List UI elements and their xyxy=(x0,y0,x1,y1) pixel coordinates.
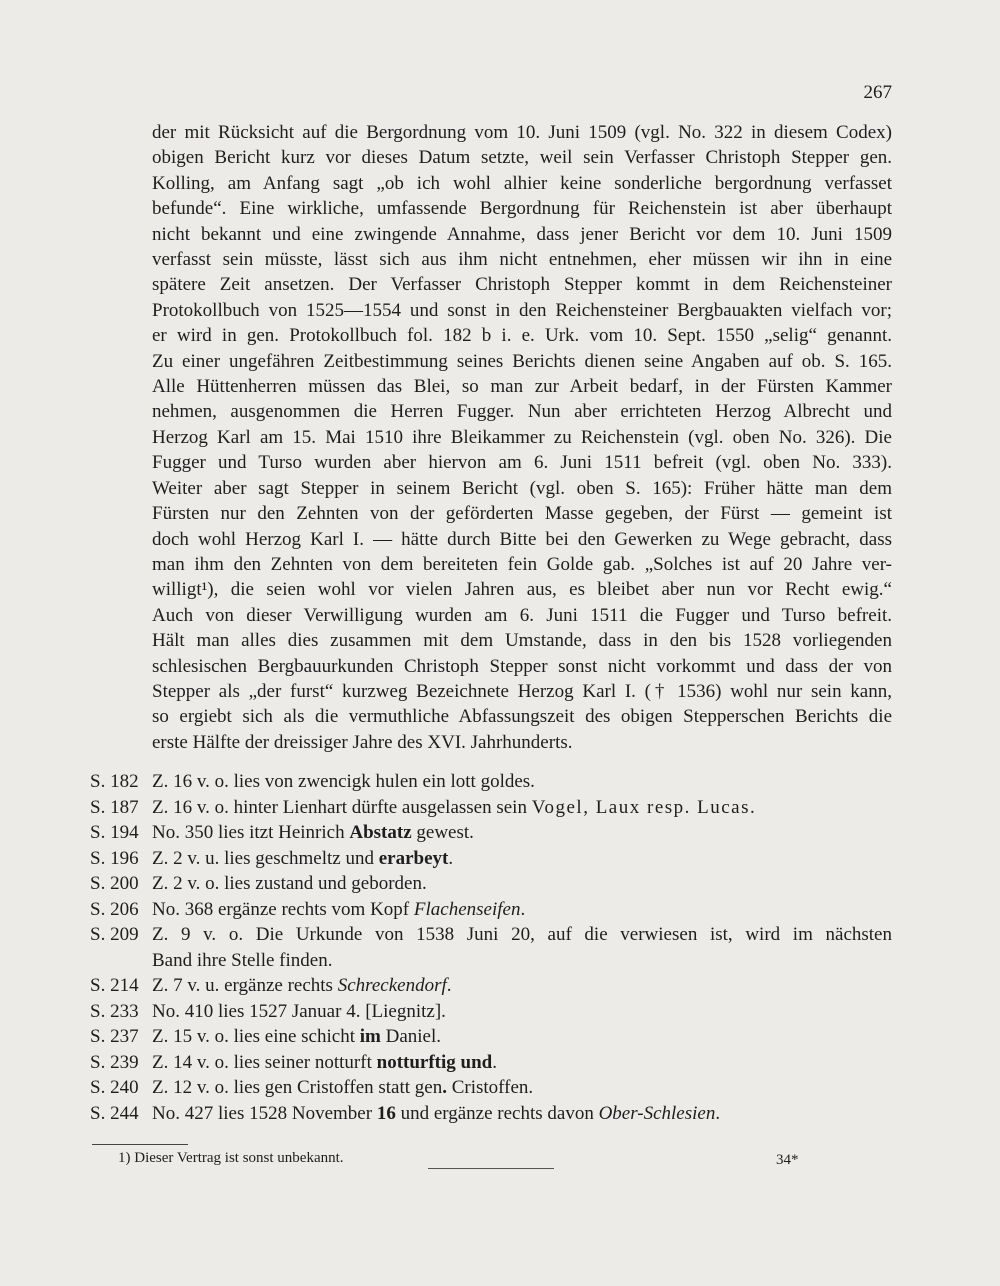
erratum-post: . xyxy=(492,1051,497,1073)
erratum-page-ref: S. 182 xyxy=(90,771,139,792)
erratum-post: . xyxy=(715,1102,721,1124)
erratum-mid: und ergänze rechts davon xyxy=(395,1102,599,1124)
body-line: befunde“. Eine wirkliche, umfassende Bergordnung für Reichenstein ist aber überhaupt xyxy=(152,198,892,220)
erratum-post: gewest. xyxy=(411,822,474,843)
erratum-post: . xyxy=(448,847,454,869)
center-rule xyxy=(428,1168,554,1169)
body-line: Stepper als „der furst“ kurzweg Bezeichnete Herzog Karl I. († 1536) wohl nur sein kann, xyxy=(152,680,892,702)
erratum-pre: No. 350 lies itzt Heinrich xyxy=(152,822,350,843)
erratum-pre: No. 427 lies 1528 November xyxy=(152,1102,377,1124)
erratum-page-ref: S. 194 xyxy=(90,822,139,843)
erratum-entry xyxy=(90,1101,892,1127)
erratum-page-ref: S. 187 xyxy=(90,796,139,818)
body-line: er wird in gen. Protokollbuch fol. 182 b i. e. Urk. vom 10. Sept. 1550 „selig“ genannt. xyxy=(152,325,892,347)
erratum-page-ref: S. 214 xyxy=(90,975,139,996)
erratum-entry xyxy=(90,897,892,923)
erratum-page-ref: S. 233 xyxy=(90,1000,139,1022)
body-line: doch wohl Herzog Karl I. — hätte durch Bitte bei den Gewerken zu Wege gebracht, dass xyxy=(152,528,892,550)
erratum-correction xyxy=(152,999,892,1025)
body-line: der mit Rücksicht auf die Bergordnung vom 10. Juni 1509 (vgl. No. 322 in diesem Codex) xyxy=(152,122,892,143)
erratum-page-ref: S. 206 xyxy=(90,898,139,920)
body-line: Fugger und Turso wurden aber hiervon am 6. Juni 1511 befreit (vgl. oben No. 333). xyxy=(152,452,892,474)
body-line: Alle Hüttenherren müssen das Blei, so man zur Arbeit bedarf, in der Fürsten Kammer xyxy=(152,376,892,398)
body-line: Fürsten nur den Zehnten von der geförderten Masse gegeben, der Fürst — gemeint ist xyxy=(152,503,892,525)
erratum-text: Z. 16 v. o. lies von zwencigk hulen ein lott goldes. xyxy=(152,771,535,792)
body-line: spätere Zeit ansetzen. Der Verfasser Christoph Stepper kommt in dem Reichensteiner xyxy=(152,274,892,296)
erratum-pre: Z. 2 v. u. lies geschmeltz und xyxy=(152,847,379,869)
erratum-italic: Ober-Schlesien xyxy=(598,1102,716,1124)
body-line: so ergiebt sich als die vermuthliche Abfassungszeit des obigen Stepperschen Berichts die xyxy=(152,706,892,728)
erratum-post: Daniel. xyxy=(380,1026,441,1047)
erratum-entry xyxy=(90,1050,892,1076)
erratum-entry xyxy=(90,1024,892,1050)
erratum-page-ref: S. 209 xyxy=(90,924,139,945)
erratum-correction xyxy=(152,820,892,846)
erratum-entry xyxy=(90,871,892,897)
body-line: verfasst sein müsste, lässt sich aus ihm nicht entnehmen, eher müssen wir ihn in eine xyxy=(152,249,892,271)
erratum-page-ref: S. 239 xyxy=(90,1051,139,1073)
footnote-mark: 1) xyxy=(118,1150,131,1166)
body-line: erste Hälfte der dreissiger Jahre des XVI. Jahrhunderts. xyxy=(152,731,573,753)
page-number: 267 xyxy=(863,82,892,103)
erratum-spaced: Vogel, Laux resp. Lucas. xyxy=(531,796,757,818)
erratum-entry xyxy=(90,922,892,973)
erratum-page-ref: S. 237 xyxy=(90,1026,139,1047)
erratum-correction xyxy=(152,1075,892,1101)
erratum-entry xyxy=(90,973,892,999)
erratum-text: No. 410 lies 1527 Januar 4. [Liegnitz]. xyxy=(152,1000,446,1022)
erratum-pre: Z. 15 v. o. lies eine schicht xyxy=(152,1026,360,1047)
erratum-entry xyxy=(90,769,892,795)
erratum-correction xyxy=(152,922,892,973)
errata-list xyxy=(90,769,892,1126)
erratum-bold: . xyxy=(442,1077,447,1098)
erratum-pre: Z. 12 v. o. lies gen Cristoffen statt gen xyxy=(152,1077,443,1098)
erratum-page-ref: S. 244 xyxy=(90,1102,139,1124)
erratum-correction xyxy=(152,846,892,872)
erratum-correction xyxy=(152,1101,892,1127)
erratum-bold: 16 xyxy=(376,1102,396,1124)
erratum-pre: Z. 16 v. o. hinter Lienhart dürfte ausgelassen sein xyxy=(152,796,532,818)
erratum-italic: Flachenseifen xyxy=(413,898,521,920)
erratum-bold: im xyxy=(359,1026,381,1047)
erratum-correction xyxy=(152,871,892,897)
body-line: nicht bekannt und eine zwingende Annahme, dass jener Bericht vor dem 10. Juni 1509 xyxy=(152,223,892,245)
body-line: Protokollbuch von 1525—1554 und sonst in den Reichensteiner Bergbauakten vielfach vor; xyxy=(152,299,892,321)
erratum-entry xyxy=(90,846,892,872)
footnote-separator xyxy=(92,1144,188,1145)
body-line: Weiter aber sagt Stepper in seinem Bericht (vgl. oben S. 165): Früher hätte man dem xyxy=(152,477,892,499)
erratum-page-ref: S. 200 xyxy=(90,873,139,894)
erratum-correction xyxy=(152,769,892,795)
erratum-text: Z. 2 v. o. lies zustand und geborden. xyxy=(152,873,427,894)
erratum-line2: Band ihre Stelle finden. xyxy=(152,949,333,971)
body-line: nehmen, ausgenommen die Herren Fugger. Nun aber errichteten Herzog Albrecht und xyxy=(152,401,892,423)
printer-signature: 34* xyxy=(776,1152,799,1168)
erratum-italic: Schreckendorf xyxy=(337,975,447,996)
erratum-page-ref: S. 196 xyxy=(90,847,139,869)
erratum-entry xyxy=(90,820,892,846)
erratum-line1: Z. 9 v. o. Die Urkunde von 1538 Juni 20, auf die verwiesen ist, wird im nächsten xyxy=(152,924,892,945)
body-line: obigen Bericht kurz vor dieses Datum setzte, weil sein Verfasser Christoph Stepper gen. xyxy=(152,147,892,169)
footnote xyxy=(118,1150,344,1167)
erratum-entry xyxy=(90,999,892,1025)
erratum-pre: Z. 7 v. u. ergänze rechts xyxy=(152,975,338,996)
erratum-post: . xyxy=(520,898,526,920)
erratum-bold: Abstatz xyxy=(349,822,412,843)
erratum-correction xyxy=(152,1024,892,1050)
erratum-post: Cristoffen. xyxy=(446,1077,534,1098)
erratum-correction xyxy=(152,897,892,923)
erratum-correction xyxy=(152,1050,892,1076)
erratum-pre: No. 368 ergänze rechts vom Kopf xyxy=(152,898,414,920)
body-line: Auch von dieser Verwilligung wurden am 6. Juni 1511 die Fugger und Turso befreit. xyxy=(152,604,892,626)
body-line: Zu einer ungefähren Zeitbestimmung seines Berichts dienen seine Angaben auf ob. S. 165. xyxy=(152,350,892,372)
body-line: man ihm den Zehnten von dem bereiteten fein Golde gab. „Solches ist auf 20 Jahre ver- xyxy=(152,553,892,575)
body-line: Kolling, am Anfang sagt „ob ich wohl alhier keine sonderliche bergordnung verfasset xyxy=(152,172,892,194)
erratum-correction xyxy=(152,795,892,821)
erratum-bold: erarbeyt xyxy=(378,847,449,869)
erratum-bold: notturftig und xyxy=(376,1051,493,1073)
body-line: Hält man alles dies zusammen mit dem Umstande, dass in den bis 1528 vorliegenden xyxy=(152,630,892,652)
body-line: willigt¹), die seien wohl vor vielen Jahren aus, es bleibet aber nun vor Recht ewig.“ xyxy=(152,579,892,601)
erratum-correction xyxy=(152,973,892,999)
footnote-text: Dieser Vertrag ist sonst unbekannt. xyxy=(134,1150,344,1166)
erratum-pre: Z. 14 v. o. lies seiner notturft xyxy=(152,1051,377,1073)
erratum-entry xyxy=(90,795,892,821)
erratum-entry xyxy=(90,1075,892,1101)
body-line: schlesischen Bergbauurkunden Christoph Stepper sonst nicht vorkommt und dass der von xyxy=(152,655,892,677)
erratum-post: . xyxy=(446,975,452,996)
body-line: Herzog Karl am 15. Mai 1510 ihre Bleikammer zu Reichenstein (vgl. oben No. 326). Die xyxy=(152,426,892,448)
body-paragraph xyxy=(152,120,892,755)
erratum-page-ref: S. 240 xyxy=(90,1077,139,1098)
